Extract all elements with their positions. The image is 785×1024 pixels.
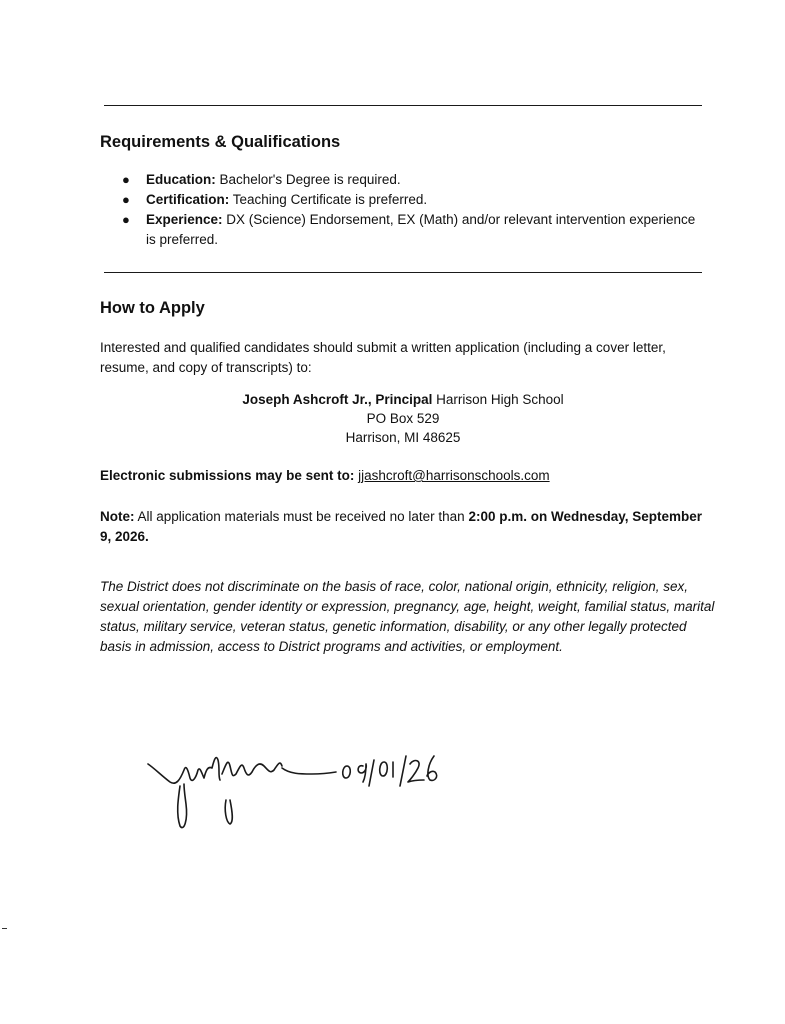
school-name: Harrison High School: [432, 392, 564, 407]
bullet-icon: ●: [122, 172, 130, 187]
scan-edge-mark: [2, 928, 7, 929]
address-line-1: [104, 390, 702, 409]
requirements-heading: Requirements & Qualifications: [100, 133, 341, 151]
apply-intro: Interested and qualified candidates should submit a written application (including a cover letter, resume, and copy of transcripts) to:: [100, 340, 666, 375]
note-deadline: 2:00 p.m. on Wednesday, September 9, 2026.: [100, 509, 703, 544]
requirements-list: [122, 170, 702, 250]
requirement-text: Teaching Certificate is preferred.: [229, 192, 428, 207]
bullet-icon: ●: [122, 192, 130, 207]
nondiscrimination-statement: The District does not discriminate on the basis of race, color, national origin, ethnicity, religion, sex, sexual orientation, gender identity or expression, pregnancy, age, height, weight, familial status, marital status, military service, veteran status, genetic information, disability, or any other legally protected basis in admission, access to District programs and activities, or employment.: [100, 579, 715, 654]
requirement-label: Education:: [146, 172, 216, 187]
list-item: [122, 210, 702, 250]
po-box: PO Box 529: [366, 411, 440, 426]
bullet-icon: ●: [122, 212, 130, 227]
apply-heading: How to Apply: [100, 299, 205, 317]
electronic-label: Electronic submissions may be sent to:: [100, 468, 355, 483]
city-line: Harrison, MI 48625: [345, 430, 461, 445]
middle-divider: [104, 272, 702, 273]
mailing-address: [104, 390, 702, 447]
electronic-submission: [100, 466, 710, 486]
list-item: [122, 190, 702, 210]
requirement-label: Certification:: [146, 192, 230, 207]
note-label: Note:: [100, 509, 135, 524]
signature-icon: [140, 740, 480, 835]
requirement-text: Bachelor's Degree is required.: [215, 172, 401, 187]
email-link[interactable]: jjashcroft@harrisonschools.com: [358, 468, 550, 483]
requirement-label: Experience:: [146, 212, 223, 227]
top-divider: [104, 105, 702, 106]
deadline-note: [100, 507, 710, 547]
signature-block: [140, 740, 480, 840]
contact-name: Joseph Ashcroft Jr., Principal: [242, 392, 433, 407]
requirement-text: DX (Science) Endorsement, EX (Math) and/or relevant intervention experience is preferred.: [146, 212, 696, 247]
list-item: [122, 170, 702, 190]
note-text: All application materials must be received no later than: [134, 509, 469, 524]
